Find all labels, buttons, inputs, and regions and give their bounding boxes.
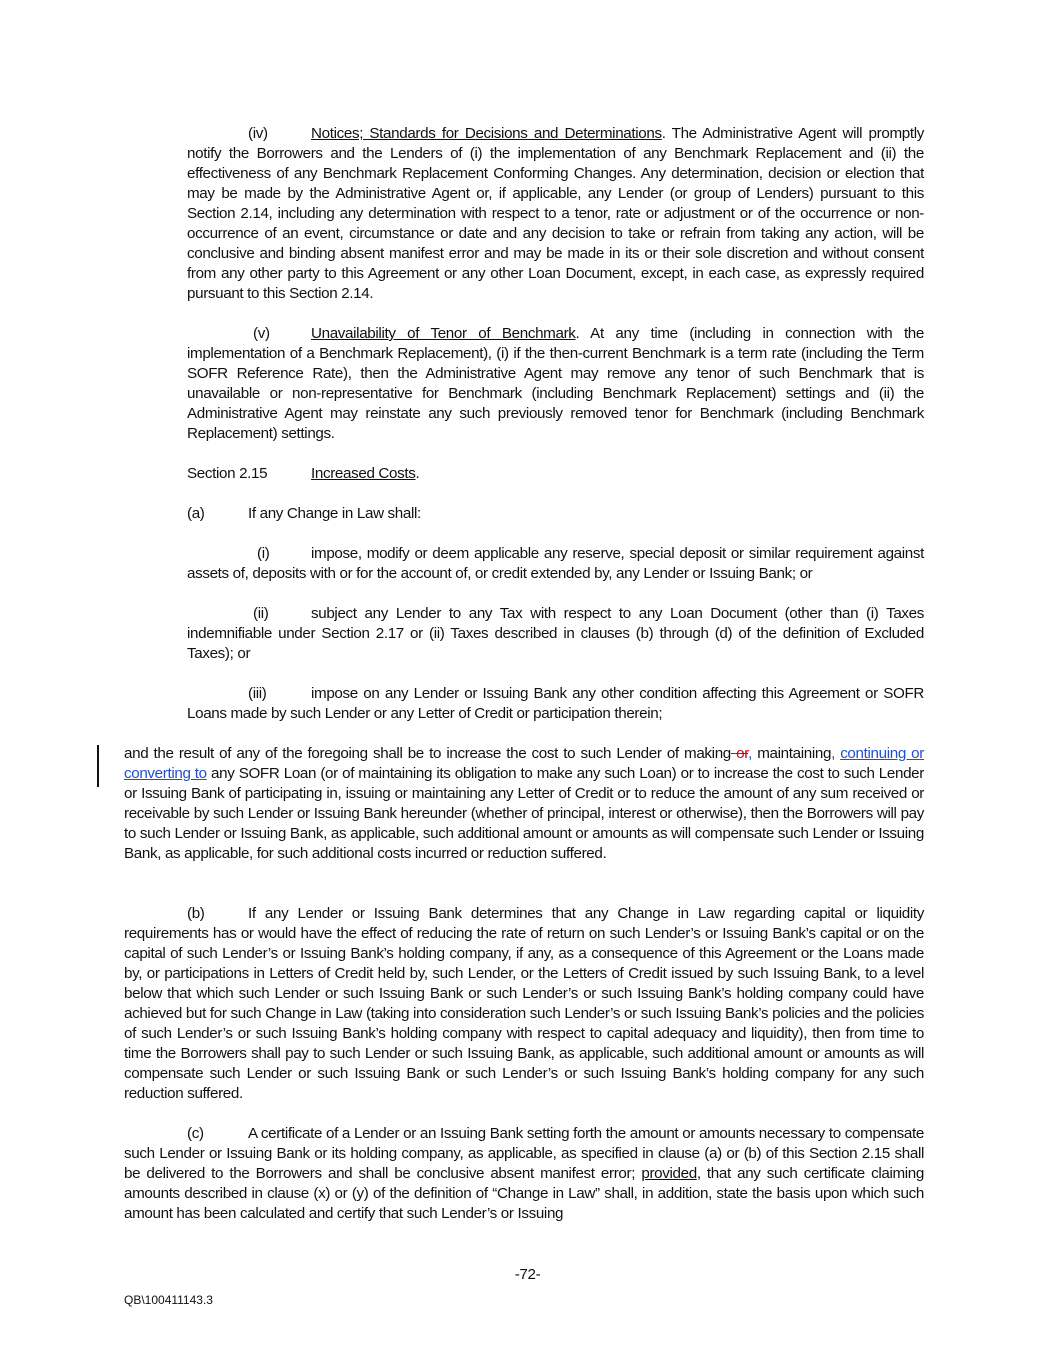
paragraph-a (187, 504, 924, 524)
tracked-insertion-text: continuing or converting to (124, 745, 924, 782)
paragraph-iv (187, 124, 924, 304)
clause-number: (iii) (248, 685, 267, 702)
paragraph-b (124, 904, 924, 1104)
paragraph-a-ii (187, 604, 924, 664)
clause-number: (v) (253, 325, 270, 342)
result-text-3: any SOFR Loan (or of maintaining its obligation to make any such Loan) or to increase the cost to such Lender or Issuing Bank of participating in, issuing or maintaining any Letter of Credit or to reduce the amount of any sum received or receivable by such Lender or Issuing Bank hereunder (whether of principal, interest or otherwise), then the Borrowers will pay to such Lender or Issuing Bank, as applicable, such additional amount or amounts as will compensate such Lender or Issuing Bank, as applicable, for such additional costs incurred or reduction suffered. (124, 765, 924, 862)
clause-body: . At any time (including in connection with the implementation of a Benchmark Replacement), (i) if the then-current Benchmark is a term rate (including the Term SOFR Reference Rate), then the Administrative Agent may remove any tenor of such Benchmark that is unavailable or non-representative for Benchmark (including Benchmark Replacement) settings and (ii) the Administrative Agent may reinstate any such previously removed tenor for Benchmark (including Benchmark Replacement) settings. (187, 325, 925, 442)
clause-body: If any Change in Law shall: (248, 505, 421, 522)
clause-number: (a) (187, 505, 205, 522)
paragraph-a-iii (187, 684, 924, 724)
clause-number: (c) (187, 1125, 204, 1142)
clause-number: (i) (257, 545, 270, 562)
clause-heading: Unavailability of Tenor of Benchmark (311, 325, 576, 342)
tracked-insertion-comma: , (831, 745, 835, 762)
clause-body: impose on any Lender or Issuing Bank any other condition affecting this Agreement or SOFR Loans made by such Lender or any Letter of Credit or participation therein; (187, 685, 924, 722)
section-period: . (415, 465, 420, 482)
clause-heading: Notices; Standards for Decisions and Determinations (311, 125, 662, 142)
result-paragraph (124, 744, 924, 864)
paragraph-c (124, 1124, 924, 1224)
result-text-1: and the result of any of the foregoing shall be to increase the cost to such Lender of making (124, 745, 731, 762)
clause-body: impose, modify or deem applicable any reserve, special deposit or similar requirement against assets of, deposits with or for the account of, or credit extended by, any Lender or Issuing Bank; or (187, 545, 924, 582)
clause-body: A certificate of a Lender or an Issuing Bank setting forth the amount or amounts necessary to compensate such Lender or Issuing Bank or its holding company, as applicable, as specified in clause (a) or (b) of this Section 2.15 shall be delivered to the Borrowers and shall be conclusive absent manifest error; (124, 1125, 924, 1182)
section-title: Increased Costs (311, 465, 416, 482)
revision-change-bar (97, 745, 99, 787)
clause-number: (iv) (248, 125, 268, 142)
clause-body: subject any Lender to any Tax with respect to any Loan Document (other than (i) Taxes indemnifiable under Section 2.17 or (ii) Taxes described in clauses (b) through (d) of the definition of Excluded Taxes); or (187, 605, 924, 662)
paragraph-a-i (187, 544, 924, 584)
paragraph-v (187, 324, 924, 444)
section-number: Section 2.15 (187, 465, 268, 482)
clause-body: If any Lender or Issuing Bank determines that any Change in Law regarding capital or liquidity requirements has or would have the effect of reducing the rate of return on such Lender’s or Issuing Bank’s capital or on the capital of such Lender’s or Issuing Bank’s holding company, if any, as a consequence of this Agreement or the Loans made by, or participations in Letters of Credit held by, such Lender, or the Letters of Credit issued by such Issuing Bank, to a level below that which such Lender or such Issuing Bank or such Lender’s or such Issuing Bank’s holding company could have achieved but for such Change in Law (taking into consideration such Lender’s or such Issuing Bank’s policies and the policies of such Lender’s or such Issuing Bank’s holding company with respect to capital adequacy and liquidity), then from time to time the Borrowers shall pay to such Lender or such Issuing Bank, as applicable, such additional amount or amounts as will compensate such Lender or such Issuing Bank or such Lender’s or such Issuing Bank’s holding company for any such reduction suffered. (124, 905, 924, 1102)
clause-body: . The Administrative Agent will promptly notify the Borrowers and the Lenders of (i) the implementation of any Benchmark Replacement and (ii) the effectiveness of any Benchmark Replacement Conforming Changes. Any determination, decision or election that may be made by the Administrative Agent or, if applicable, any Lender (or group of Lenders) pursuant to this Section 2.14, including any determination with respect to a tenor, rate or adjustment or of the occurrence or non-occurrence of an event, circumstance or date and any decision to take or refrain from taking any action, will be conclusive and binding absent manifest error and may be made in its or their sole discretion and without consent from any other party to this Agreement or any other Loan Document, except, in each case, as expressly required pursuant to this Section 2.14. (187, 125, 924, 302)
result-text-2: maintaining (751, 745, 832, 762)
section-heading (187, 464, 924, 484)
clause-number: (ii) (253, 605, 269, 622)
document-id: QB\100411143.3 (124, 1293, 213, 1307)
tracked-deletion: or (730, 745, 749, 762)
clause-body-continued: , that any such certificate claiming amounts described in clause (x) or (y) of the definition of “Change in Law” shall, in addition, state the basis upon which such amount has been calculated and certify that such Lender’s or Issuing (124, 1165, 924, 1222)
provided-term: provided (641, 1165, 697, 1182)
page-number: -72- (514, 1266, 541, 1283)
tracked-insertion-comma: , (748, 745, 752, 762)
clause-number: (b) (187, 905, 205, 922)
